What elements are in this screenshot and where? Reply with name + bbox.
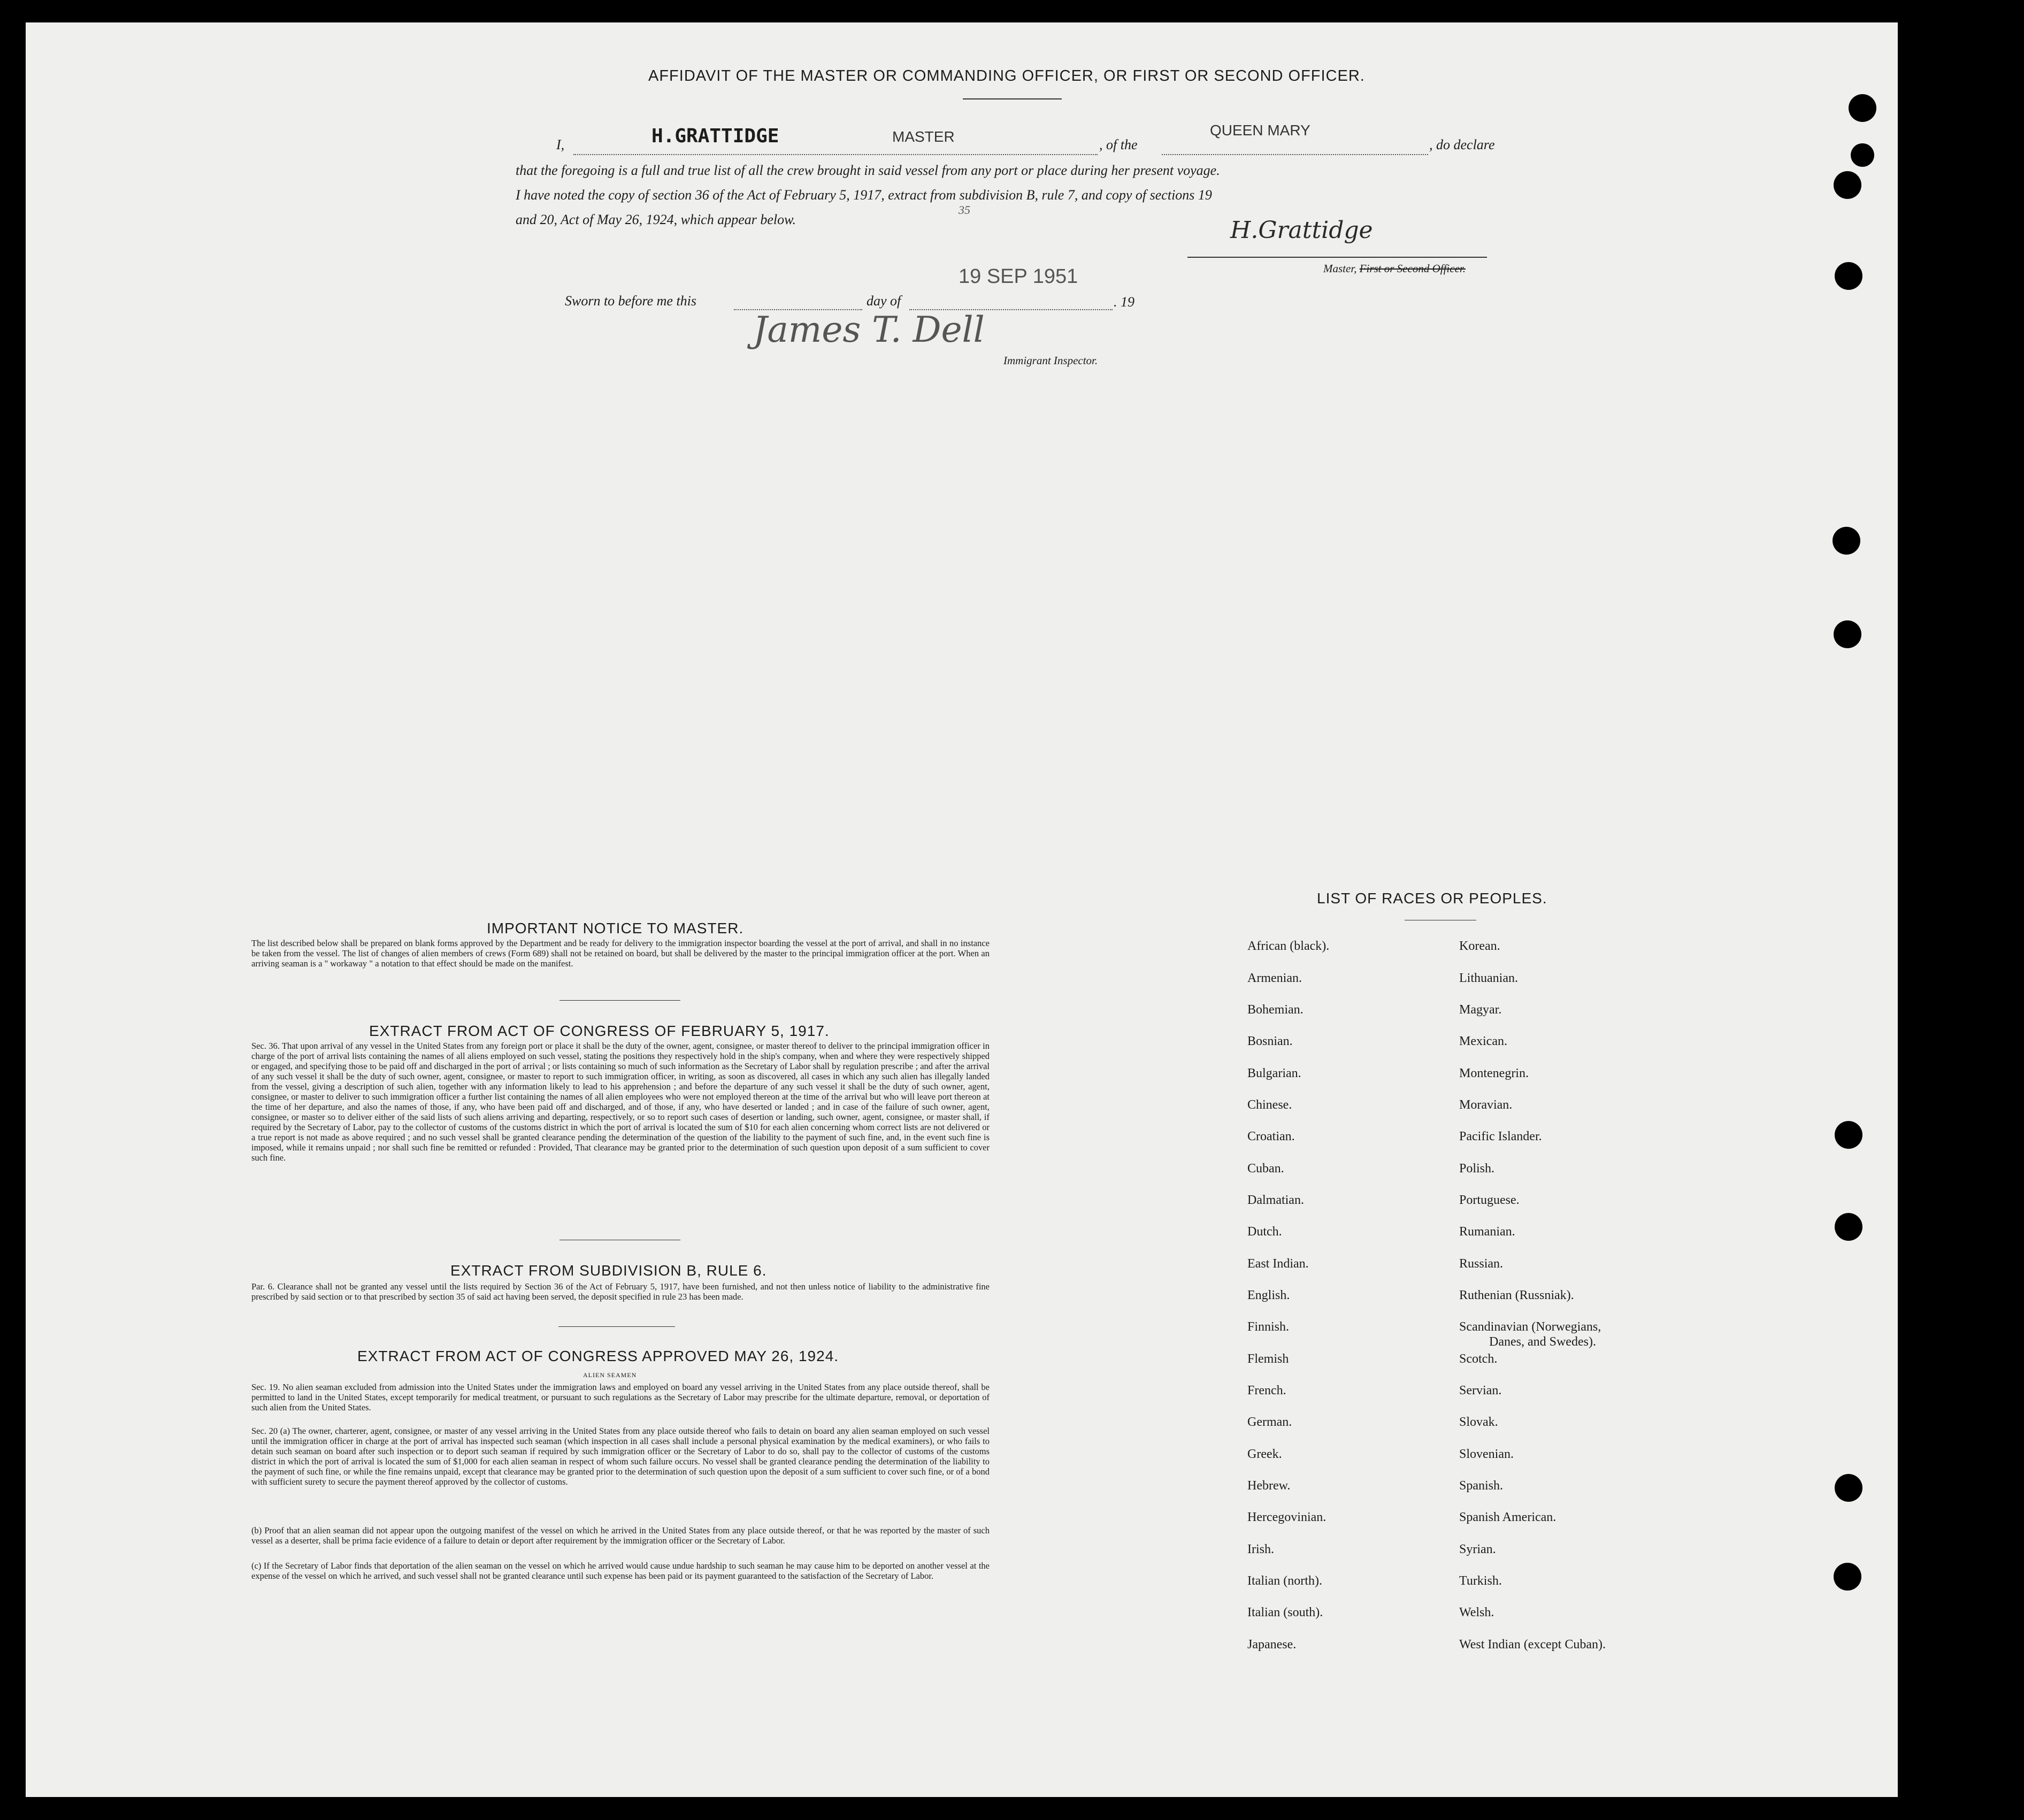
race-left: Flemish bbox=[1247, 1352, 1289, 1366]
name-line bbox=[573, 154, 1098, 155]
extract-1917-body: Sec. 36. That upon arrival of any vessel in the United States from any foreign port or place it shall be the duty of the owner, agent, consignee, or master thereof to deliver to the principal immigration officer in charge of the port of arrival lists containing the names of all aliens employed on such vessel, stating the positions they respectively hold in the ship's company, when and where they were respectively shipped or engaged, and specifying those to be paid off and discharged in the port of arrival ; or lists containing so much of such information as the Secretary of Labor shall by regulation prescribe ; and after the arrival of any such vessel it shall be the duty of such owner, agent, consignee, or master to report to such immigration officer, in writing, as soon as discovered, all cases in which any such alien has illegally landed from the vessel, giving a description of such alien, together with any information likely to lead to his apprehension ; and before the departure of any such vessel it shall be the duty of such owner, agent, consignee, or master to deliver to such immigration officer a further list containing the names of all alien employees who were not employed thereon at the time of the arrival but who will leave port thereon at the time of her departure, and also the names of those, if any, who have been paid off and discharged, and of those, if any, who have deserted or landed ; and in case of the failure of such owner, agent, consignee, or master so to deliver either of the said lists of such aliens arriving and departing, respectively, or so to report such cases of desertion or landing, such owner, agent, consignee, or master shall, if required by the Secretary of Labor, pay to the collector of customs of the customs district in which the port of arrival is located the sum of $10 for each alien concerning whom correct lists are not delivered or a true report is not made as above required ; and no such vessel shall be granted clearance pending the determination of the question of the liability to the payment of such fine, and, in the event such fine is imposed, while it remains unpaid ; nor shall such fine be remitted or refunded : Provided, That clearance may be granted prior to the determination of such question upon deposit of a sum sufficient to cover such fine. bbox=[251, 1041, 990, 1163]
race-left: Chinese. bbox=[1247, 1098, 1292, 1112]
master-signature: H.Grattidge bbox=[1230, 217, 1373, 244]
of-the-label: , of the bbox=[1099, 137, 1138, 152]
date-stamp: 19 SEP 1951 bbox=[959, 265, 1078, 288]
race-left: Finnish. bbox=[1247, 1320, 1290, 1334]
race-right: Spanish. bbox=[1459, 1479, 1504, 1493]
race-left: Dutch. bbox=[1247, 1225, 1282, 1239]
race-left: English. bbox=[1247, 1288, 1290, 1302]
race-right: Servian. bbox=[1459, 1384, 1502, 1397]
sworn-label: Sworn to before me this bbox=[565, 293, 697, 309]
do-declare-label: , do declare bbox=[1429, 137, 1495, 152]
inspector-caption: Immigrant Inspector. bbox=[1003, 354, 1098, 367]
punch-hole bbox=[1833, 527, 1860, 555]
extract-1924-sec20b: (b) Proof that an alien seaman did not appear upon the outgoing manifest of the vessel on which he arrived in the United States from any place outside thereof, or that he was reported by the master of such vessel as a deserter, shall be prima facie evidence of a failure to detain or deport after requirement by the immigration officer or the Secretary of Labor. bbox=[251, 1525, 990, 1546]
race-left: Italian (north). bbox=[1247, 1574, 1322, 1588]
race-right: Scotch. bbox=[1459, 1352, 1498, 1366]
declaration-line-3: and 20, Act of May 26, 1924, which appear below. bbox=[516, 212, 796, 227]
race-left: Hebrew. bbox=[1247, 1479, 1291, 1493]
punch-hole bbox=[1834, 620, 1861, 648]
race-left: Dalmatian. bbox=[1247, 1193, 1304, 1207]
race-left: Bosnian. bbox=[1247, 1034, 1293, 1048]
race-right-continuation: Danes, and Swedes). bbox=[1489, 1335, 1596, 1349]
rule6-title: EXTRACT FROM SUBDIVISION B, RULE 6. bbox=[450, 1262, 767, 1279]
race-right: Mexican. bbox=[1459, 1034, 1507, 1048]
punch-hole bbox=[1835, 1213, 1862, 1241]
extract-1924-sec20c: (c) If the Secretary of Labor finds that deportation of the alien seaman on the vessel on which he arrived would cause undue hardship to such seaman he may cause him to be deported on another vessel at the expense of the vessel on which he arrived, and such vessel shall not be granted clearance until such expense has been paid or its payment guaranteed to the satisfaction of the Secretary of Labor. bbox=[251, 1561, 990, 1581]
race-right: Scandinavian (Norwegians, bbox=[1459, 1320, 1601, 1334]
race-right: Spanish American. bbox=[1459, 1510, 1557, 1524]
race-right: Polish. bbox=[1459, 1162, 1495, 1176]
extract-1924-sec20a: Sec. 20 (a) The owner, charterer, agent, consignee, or master of any vessel arriving in the United States from any place outside thereof who fails to detain on board any alien seaman employed on such vessel until the immigration officer in charge at the port of arrival has inspected such seaman (which inspection in all cases shall include a personal physical examination by the medical examiners), or who fails to detain such seaman on board after such inspection or to deport such seaman if required by such immigration officer or the Secretary of Labor to do so, shall pay to the collector of customs of the customs district in which the port of arrival is located the sum of $1,000 for each alien seaman in respect of whom such failure occurs. No vessel shall be granted clearance pending the determination of the liability to the payment of such fine, or while the fine remains unpaid, except that clearance may be granted prior to the determination of such question upon the deposit of a sum sufficient to cover such fine, or of a bond with sufficient surety to secure the payment thereof approved by the collector of customs. bbox=[251, 1426, 990, 1487]
day-of-label: day of bbox=[867, 293, 901, 309]
punch-hole bbox=[1835, 262, 1862, 290]
extract-1924-title: EXTRACT FROM ACT OF CONGRESS APPROVED MAY 26, 1924. bbox=[357, 1348, 839, 1364]
vessel-name-typed: QUEEN MARY bbox=[1210, 122, 1310, 139]
race-right: Lithuanian. bbox=[1459, 971, 1518, 985]
rule6-body: Par. 6. Clearance shall not be granted any vessel until the lists required by Section 36 of the Act of February 5, 1917, have been furnished, and not then unless notice of liability to the administrative fine prescribed by said section or to that prescribed by section 35 of said act having been served, the deposit specified in rule 23 has been made. bbox=[251, 1281, 990, 1302]
race-right: Syrian. bbox=[1459, 1542, 1496, 1556]
notice-title: IMPORTANT NOTICE TO MASTER. bbox=[487, 920, 744, 936]
notice-rule bbox=[559, 1000, 680, 1001]
race-right: West Indian (except Cuban). bbox=[1459, 1638, 1606, 1652]
vessel-line bbox=[1162, 154, 1428, 155]
race-left: Greek. bbox=[1247, 1447, 1282, 1461]
race-right: Portuguese. bbox=[1459, 1193, 1520, 1207]
race-right: Slovenian. bbox=[1459, 1447, 1514, 1461]
affidavit-title: AFFIDAVIT OF THE MASTER OR COMMANDING OFFICER, OR FIRST OR SECOND OFFICER. bbox=[648, 67, 1365, 85]
race-left: Bohemian. bbox=[1247, 1003, 1304, 1017]
punch-hole bbox=[1835, 1474, 1862, 1502]
race-left: Bulgarian. bbox=[1247, 1066, 1301, 1080]
race-right: Turkish. bbox=[1459, 1574, 1502, 1588]
race-left: German. bbox=[1247, 1415, 1292, 1429]
race-right: Pacific Islander. bbox=[1459, 1130, 1542, 1143]
race-left: Irish. bbox=[1247, 1542, 1274, 1556]
race-right: Rumanian. bbox=[1459, 1225, 1515, 1239]
punch-hole bbox=[1834, 1563, 1861, 1591]
race-left: French. bbox=[1247, 1384, 1286, 1397]
extract-1924-sec19: Sec. 19. No alien seaman excluded from admission into the United States under the immigration laws and employed on board any vessel arriving in the United States from any place outside thereof, shall be permitted to land in the United States, except temporarily for medical treatment, or pursuant to such regulations as the Secretary of Labor may prescribe for the ultimate departure, removal, or deportation of such alien from the United States. bbox=[251, 1382, 990, 1412]
declaration-line-2: I have noted the copy of section 36 of the Act of February 5, 1917, extract from subdivision B, rule 7, and copy of sections 19 bbox=[516, 187, 1212, 203]
race-right: Montenegrin. bbox=[1459, 1066, 1529, 1080]
race-left: Japanese. bbox=[1247, 1638, 1297, 1652]
master-name-handwritten: H.GRATTIDGE bbox=[651, 125, 779, 147]
punch-hole bbox=[1834, 171, 1861, 199]
title-rule bbox=[963, 98, 1062, 99]
race-left: Cuban. bbox=[1247, 1162, 1284, 1176]
master-caption bbox=[1323, 262, 1466, 275]
race-left: Hercegovinian. bbox=[1247, 1510, 1327, 1524]
year-prefix: . 19 bbox=[1114, 294, 1134, 310]
race-right: Magyar. bbox=[1459, 1003, 1502, 1017]
extract-1917-title: EXTRACT FROM ACT OF CONGRESS OF FEBRUARY 5, 1917. bbox=[369, 1023, 830, 1039]
race-left: Armenian. bbox=[1247, 971, 1302, 985]
race-right: Russian. bbox=[1459, 1257, 1504, 1271]
race-right: Ruthenian (Russniak). bbox=[1459, 1288, 1574, 1302]
punch-hole bbox=[1851, 143, 1874, 167]
race-right: Korean. bbox=[1459, 939, 1500, 953]
master-caption-text: Master, bbox=[1323, 262, 1360, 275]
race-right: Slovak. bbox=[1459, 1415, 1498, 1429]
master-signature-line bbox=[1187, 257, 1487, 258]
race-left: Italian (south). bbox=[1247, 1606, 1323, 1619]
declaration-line-1: that the foregoing is a full and true list of all the crew brought in said vessel from any port or place during her present voyage. bbox=[516, 163, 1220, 178]
race-left: Croatian. bbox=[1247, 1130, 1295, 1143]
punch-hole bbox=[1849, 94, 1876, 122]
notice-body: The list described below shall be prepared on blank forms approved by the Department and be ready for delivery to the immigration inspector boarding the vessel at the port of arrival, and shall in no instance be taken from the vessel. The list of changes of alien members of crews (Form 689) shall not be retained on board, but shall be delivered by the master to the principal immigration officer at the port. When an arriving seaman is a " workaway " a notation to that effect should be made on the manifest. bbox=[251, 938, 990, 969]
inspector-signature: James T. Dell bbox=[753, 309, 985, 350]
races-title: LIST OF RACES OR PEOPLES. bbox=[1317, 890, 1547, 907]
annotation-mark: 35 bbox=[959, 203, 970, 217]
alien-seamen-subhead: ALIEN SEAMEN bbox=[583, 1371, 637, 1379]
punch-hole bbox=[1835, 1121, 1862, 1149]
rule6-rule bbox=[558, 1326, 675, 1327]
race-right: Moravian. bbox=[1459, 1098, 1513, 1112]
struck-officer-caption: First or Second Officer. bbox=[1359, 262, 1466, 275]
race-left: East Indian. bbox=[1247, 1257, 1309, 1271]
race-right: Welsh. bbox=[1459, 1606, 1494, 1619]
i-label: I, bbox=[556, 137, 565, 152]
rank-typed: MASTER bbox=[892, 128, 955, 145]
race-left: African (black). bbox=[1247, 939, 1330, 953]
